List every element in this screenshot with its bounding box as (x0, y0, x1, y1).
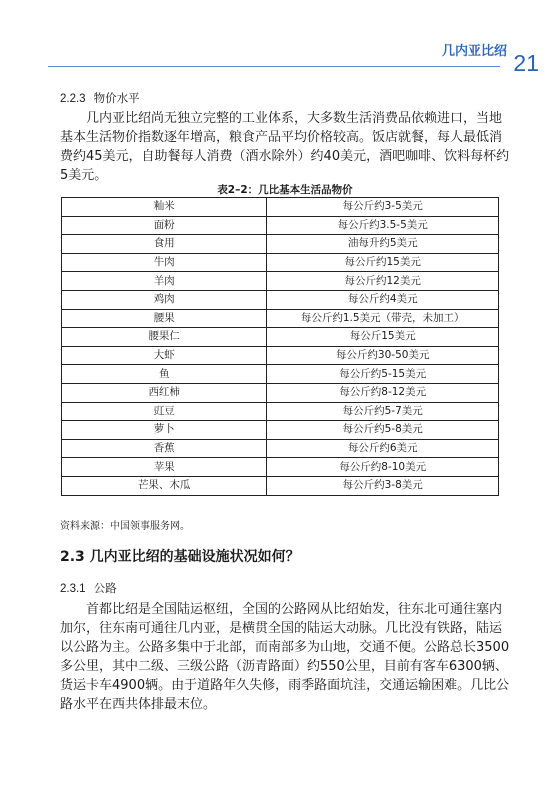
item-cell: 香蕉 (62, 439, 267, 458)
item-cell: 籼米 (62, 198, 267, 217)
item-cell: 牛肉 (62, 253, 267, 272)
item-cell: 豇豆 (62, 402, 267, 421)
price-cell: 每公斤约1.5美元（带壳，未加工） (267, 309, 499, 328)
item-cell: 腰果仁 (62, 328, 267, 347)
running-header-title: 几内亚比绍 (441, 44, 507, 59)
table-row (62, 421, 499, 440)
price-cell: 每公斤约5-8美元 (267, 421, 499, 440)
table-row (62, 290, 499, 309)
price-cell: 每公斤约5-15美元 (267, 365, 499, 384)
price-cell: 每公斤约8-12美元 (267, 383, 499, 402)
table-row (62, 402, 499, 421)
table-row (62, 365, 499, 384)
page-number: 21 (513, 50, 539, 76)
price-table (61, 197, 499, 496)
roads-paragraph: 首都比绍是全国陆运枢纽，全国的公路网从比绍始发，往东北可通往塞内加尔，往东南可通往几内亚，是横贯全国的陆运大动脉。几比没有铁路，陆运以公路为主。公路多集中于北部，而南部多为山地，交通不便。公路总长3500多公里，其中二级、三级公路（沥青路面）约550公里，目前有客车6300辆、货运卡车4900辆。由于道路年久失修，雨季路面坑洼，交通运输困难。几比公路水平在西共体排最末位。 (60, 602, 510, 712)
price-cell: 每公斤约12美元 (267, 272, 499, 291)
table-row (62, 198, 499, 217)
price-level-paragraph: 几内亚比绍尚无独立完整的工业体系，大多数生活消费品依赖进口，当地基本生活物价指数逐年增高，粮食产品平均价格较高。饭店就餐，每人最低消费约45美元，自助餐每人消费（酒水除外）约40美元，酒吧咖啡、饮料每杯约5美元。 (60, 111, 510, 183)
item-cell: 面粉 (62, 216, 267, 235)
price-table-body (62, 198, 499, 496)
price-cell: 油每升约5美元 (267, 235, 499, 254)
table-row (62, 309, 499, 328)
item-cell: 鸡肉 (62, 290, 267, 309)
item-cell: 芒果、木瓜 (62, 476, 267, 495)
section-title: 公路 (93, 581, 117, 595)
item-cell: 西红柿 (62, 383, 267, 402)
table-caption: 表2–2：几比基本生活品物价 (217, 184, 353, 196)
item-cell: 食用 (62, 235, 267, 254)
item-cell: 羊肉 (62, 272, 267, 291)
price-cell: 每公斤约3.5-5美元 (267, 216, 499, 235)
table-row (62, 476, 499, 495)
price-cell: 每公斤15美元 (267, 328, 499, 347)
price-cell: 每公斤约6美元 (267, 439, 499, 458)
item-cell: 萝卜 (62, 421, 267, 440)
price-cell: 每公斤约3-8美元 (267, 476, 499, 495)
table-row (62, 328, 499, 347)
price-cell: 每公斤约5-7美元 (267, 402, 499, 421)
table-row (62, 383, 499, 402)
table-row (62, 439, 499, 458)
table-row (62, 216, 499, 235)
section-heading-2-3-1 (60, 580, 117, 596)
price-cell: 每公斤约15美元 (267, 253, 499, 272)
section-heading-2-2-3 (60, 90, 140, 106)
item-cell: 鱼 (62, 365, 267, 384)
price-cell: 每公斤约3-5美元 (267, 198, 499, 217)
section-number: 2.2.3 (60, 93, 86, 105)
item-cell: 苹果 (62, 458, 267, 477)
price-cell: 每公斤约30-50美元 (267, 346, 499, 365)
item-cell: 腰果 (62, 309, 267, 328)
table-source: 资料来源：中国领事服务网。 (60, 521, 190, 532)
header-rule (48, 66, 500, 67)
price-cell: 每公斤约8-10美元 (267, 458, 499, 477)
table-row (62, 458, 499, 477)
section-heading-2-3: 2.3 几内亚比绍的基础设施状况如何？ (60, 549, 300, 565)
table-row (62, 253, 499, 272)
table-row (62, 272, 499, 291)
section-number: 2.3.1 (60, 583, 86, 595)
section-title: 物价水平 (93, 91, 140, 105)
table-row (62, 235, 499, 254)
price-cell: 每公斤约4美元 (267, 290, 499, 309)
table-row (62, 346, 499, 365)
item-cell: 大虾 (62, 346, 267, 365)
